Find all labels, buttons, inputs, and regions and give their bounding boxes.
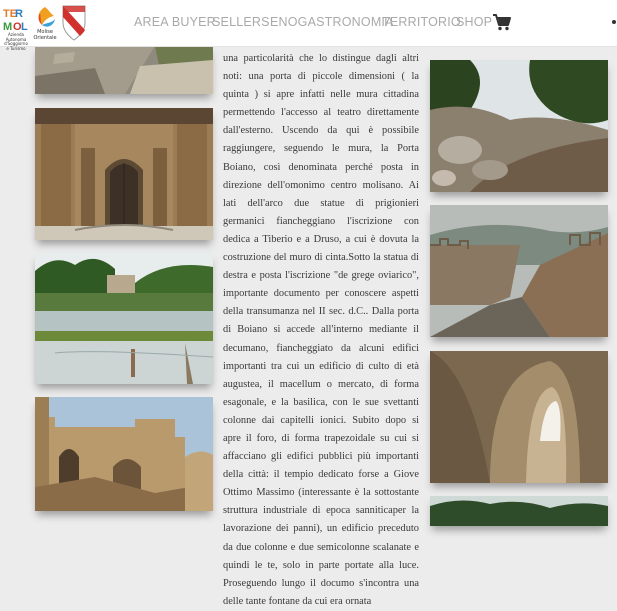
termol-caption: Azienda Autonoma d'Soggiorno e Turismo bbox=[4, 32, 28, 51]
nav-sellers[interactable]: SELLERS bbox=[212, 15, 270, 29]
photo-stone-path[interactable] bbox=[35, 46, 213, 94]
site-header bbox=[0, 0, 617, 51]
termol-logo[interactable] bbox=[3, 3, 29, 51]
photo-church-facade[interactable] bbox=[35, 108, 213, 240]
article-paragraph: una particolarità che lo distingue dagli altri noti: una porta di piccole dimensioni ( la quinta ) si apre infatti nelle mura cittadina permettendo l'accesso al teatro direttamente dall'esterno. Uscendo da qui è possibile raggiungere, seguendo le mura, la Porta Boiano, così denominata perché posta in direzione dell'omonimo centro molisano. Ai lati dell'arco due statue di prigionieri germanici fiancheggiano l'iscrizione con dedica a Tiberio e a Druso, a cui è dovuta la costruzione del muro di cinta.Sotto la statua di destra e posta l'iscrizione "de grege oviarico", importante documento per conoscere aspetti della transumanza nel II sec. d.C.. Dalla porta di Boiano si accede all'interno mediante il decumano, fiancheggiato da alcuni edifici importanti tra cui un edificio di culto di età augustea, il macellum o mercato, di forma esagonale, e la basilica, con le sue svettanti colonne dai capitelli ionici. Subito dopo si apre il foro, di forma trapezoidale su cui si affacciano gli edifici pubblici più importanti della città: il tempio dedicato forse a Giove Ottimo Massimo (interessante è la sottostante struttura industriale di epoca sanniticaper la lavorazione dei panni), un edificio preceduto da due colonne e due semicolonne scalanate e quindi le te, solo in parte portate alla luce. Proseguendo lungo il documo s'incontra una delle tante fontane da cui era ornata bbox=[223, 53, 419, 607]
molise-orientale-logo[interactable] bbox=[32, 3, 58, 43]
photo-trees-bottom[interactable] bbox=[430, 496, 608, 526]
photo-city-walls[interactable] bbox=[430, 205, 608, 337]
molise-caption: Molise Orientale bbox=[33, 29, 57, 41]
svg-text:L: L bbox=[21, 21, 28, 33]
nav-territorio[interactable]: TERRITORIO bbox=[382, 15, 461, 29]
nav-area-buyer[interactable]: AREA BUYER bbox=[134, 15, 216, 29]
photo-saline-pools[interactable] bbox=[35, 253, 213, 384]
svg-text:TE: TE bbox=[3, 8, 18, 20]
shopping-cart-icon[interactable] bbox=[492, 12, 512, 32]
photo-stone-tunnel[interactable] bbox=[430, 351, 608, 483]
menu-edge-icon[interactable] bbox=[612, 20, 616, 24]
svg-text:O: O bbox=[13, 21, 22, 33]
photo-castle-ruins[interactable] bbox=[35, 397, 213, 511]
nav-shop[interactable]: SHOP bbox=[456, 15, 493, 29]
photo-rocky-trail[interactable] bbox=[430, 60, 608, 192]
svg-text:R: R bbox=[15, 8, 23, 20]
municipal-shield-logo[interactable] bbox=[60, 3, 88, 43]
svg-text:M: M bbox=[3, 21, 13, 33]
article-body bbox=[223, 46, 419, 607]
nav-enogastronomia[interactable]: ENOGASTRONOMIA bbox=[270, 15, 394, 29]
